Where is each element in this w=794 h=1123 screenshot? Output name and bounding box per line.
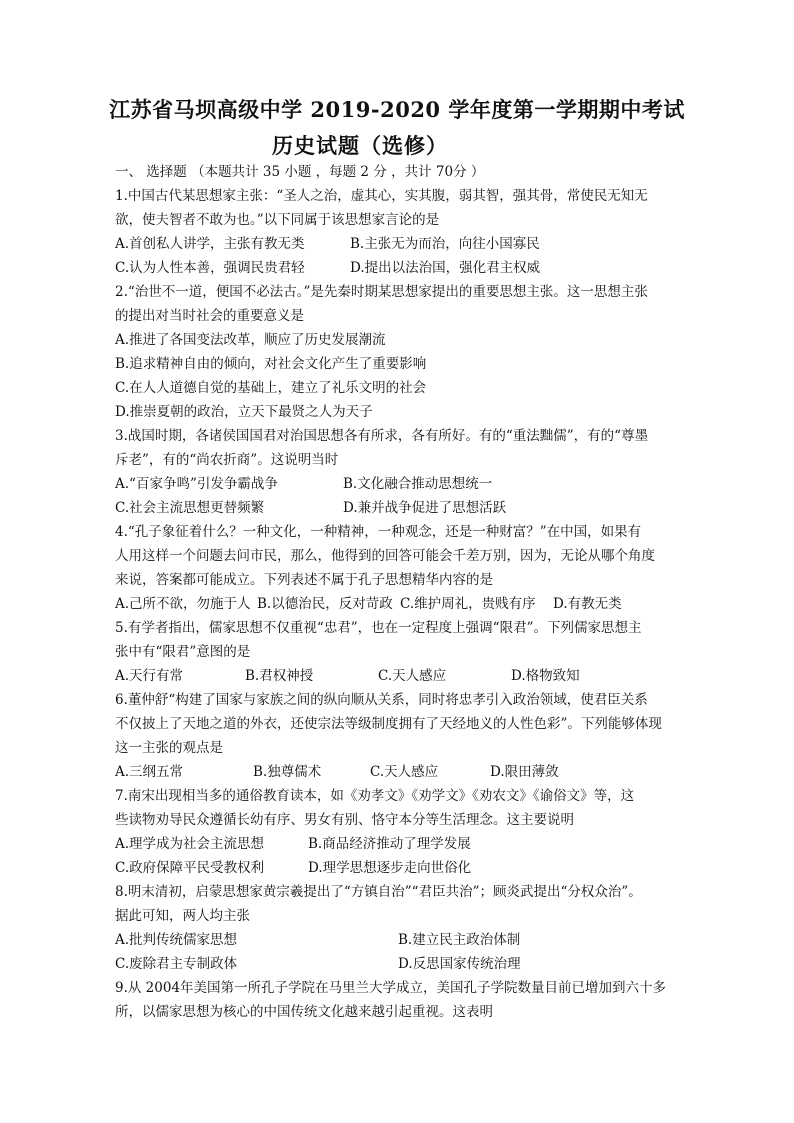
question-6-stem-line-3: 这一主张的观点是 [115,740,223,756]
question-8-option-b: B.建立民主政治体制 [398,932,521,948]
question-5-option-c: C.天人感应 [378,668,447,684]
question-7-option-b: B.商品经济推动了理学发展 [308,836,471,852]
question-6-option-a: A.三纲五常 [115,764,184,780]
question-4-option-c: C.维护周礼，贵贱有序 [400,596,536,612]
exam-subtitle: 历史试题（选修） [272,133,448,158]
question-1-stem-line-2: 欲，使夫智者不敢为也。”以下同属于该思想家言论的是 [115,212,440,228]
question-7-option-a: A.理学成为社会主流思想 [115,836,265,852]
question-6-stem-line-1: 6.董仲舒“构建了国家与家族之间的纵向顺从关系，同时将忠孝引入政治领域，使君臣关系 [115,692,648,708]
question-9-stem-line-1: 9.从 2004年美国第一所孔子学院在马里兰大学成立，美国孔子学院数量目前已增加到六十多 [115,980,667,996]
question-3-option-b: B.文化融合推动思想统一 [343,476,493,492]
question-2-option-b: B.追求精神自由的倾向，对社会文化产生了重要影响 [115,356,427,372]
question-2-option-a: A.推进了各国变法改革，顺应了历史发展潮流 [115,332,386,348]
question-3-stem-line-1: 3.战国时期，各诸侯国国君对治国思想各有所求，各有所好。有的“重法黜儒”，有的“尊墨 [115,428,649,444]
section-heading: 一、 选择题 （本题共计 35 小题 ，每题 2 分 ，共计 70分 ） [115,164,485,180]
question-2-option-c: C.在人人道德自觉的基础上，建立了礼乐文明的社会 [115,380,427,396]
question-4-option-d: D.有教无类 [553,596,622,612]
question-2-stem-line-2: 的提出对当时社会的重要意义是 [115,308,304,324]
question-5-stem-line-2: 张中有“限君”意图的是 [115,644,251,660]
question-7-option-c: C.政府保障平民受教权利 [115,860,265,876]
question-1-stem-line-1: 1.中国古代某思想家主张：“圣人之治，虚其心，实其腹，弱其智，强其骨，常使民无知无 [115,188,648,204]
question-1-option-b: B.主张无为而治，向往小国寡民 [350,236,540,252]
question-8-stem-line-2: 据此可知，两人均主张 [115,908,250,924]
question-5-option-a: A.天行有常 [115,668,184,684]
question-1-option-d: D.提出以法治国，强化君主权威 [350,260,541,276]
question-7-stem-line-2: 些读物劝导民众遵循长幼有序、男女有别、恪守本分等生活理念。这主要说明 [115,812,574,828]
question-5-option-d: D.格物致知 [511,668,580,684]
question-4-option-b: B.以德治民，反对苛政 [257,596,393,612]
question-8-option-d: D.反思国家传统治理 [398,956,521,972]
question-1-option-c: C.认为人性本善，强调民贵君轻 [115,260,305,276]
question-8-stem-line-1: 8.明末清初，启蒙思想家黄宗羲提出了“方镇自治”“君臣共治”；顾炎武提出“分权众治”。 [115,884,642,900]
question-3-stem-line-2: 斥老”，有的“尚农折商”。这说明当时 [115,452,339,468]
question-2-option-d: D.推崇夏朝的政治，立天下最贤之人为天子 [115,404,373,420]
exam-title: 江苏省马坝高级中学 2019-2020 学年度第一学期期中考试 [109,97,685,122]
question-4-stem-line-2: 人用这样一个问题去问市民，那么，他得到的回答可能会千差万别，因为，无论从哪个角度 [115,548,655,564]
question-6-option-d: D.限田薄敛 [490,764,559,780]
question-4-option-a: A.己所不欲，勿施于人 [115,596,251,612]
question-3-option-c: C.社会主流思想更替频繁 [115,500,265,516]
question-8-option-a: A.批判传统儒家思想 [115,932,238,948]
question-8-option-c: C.废除君主专制政体 [115,956,238,972]
question-7-option-d: D.理学思想逐步走向世俗化 [308,860,472,876]
question-7-stem-line-1: 7.南宋出现相当多的通俗教育读本，如《劝孝文》《劝学文》《劝农文》《谕俗文》等，这 [115,788,635,804]
question-4-stem-line-1: 4.“孔子象征着什么？一种文化，一种精神，一种观念，还是一种财富？”在中国，如果有 [115,524,642,540]
question-6-stem-line-2: 不仅披上了天地之道的外衣，还使宗法等级制度拥有了天经地义的人性色彩”。下列能够体现 [115,716,662,732]
question-3-option-a: A.“百家争鸣”引发争霸战争 [115,476,278,492]
question-3-option-d: D.兼并战争促进了思想活跃 [343,500,507,516]
question-9-stem-line-2: 所，以儒家思想为核心的中国传统文化越来越引起重视。这表明 [115,1004,493,1020]
question-5-option-b: B.君权神授 [245,668,314,684]
question-6-option-b: B.独尊儒术 [253,764,322,780]
question-1-option-a: A.首创私人讲学，主张有教无类 [115,236,305,252]
question-6-option-c: C.天人感应 [370,764,439,780]
question-5-stem-line-1: 5.有学者指出，儒家思想不仅重视“忠君”，也在一定程度上强调“限君”。下列儒家思想主 [115,620,642,636]
question-2-stem-line-1: 2.“治世不一道，便国不必法古。”是先秦时期某思想家提出的重要思想主张。这一思想主张 [115,284,648,300]
question-4-stem-line-3: 来说，答案都可能成立。下列表述不属于孔子思想精华内容的是 [115,572,493,588]
